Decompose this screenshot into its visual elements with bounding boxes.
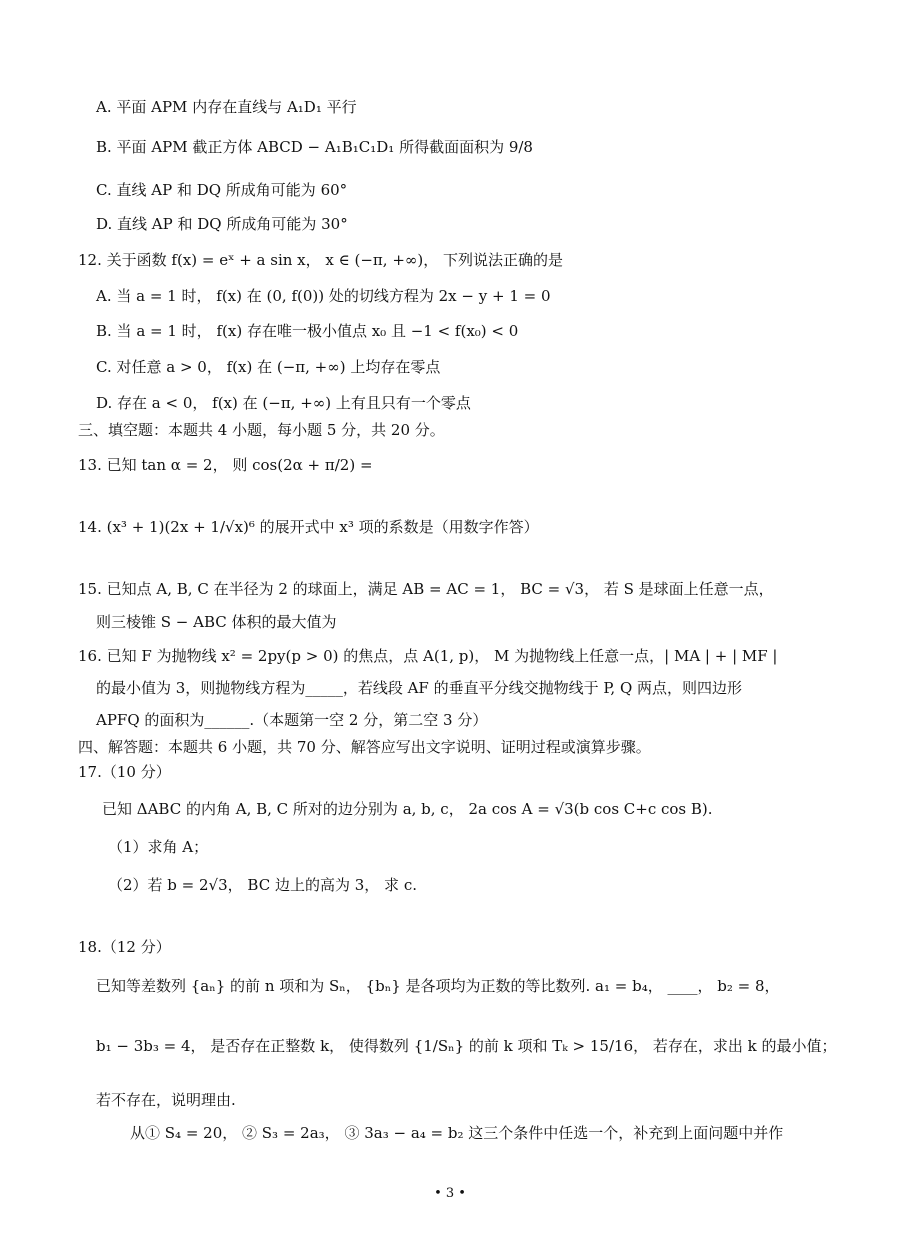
question-17-part-1: （1）求角 A； [108, 838, 209, 856]
option-d-line: D. 直线 AP 和 DQ 所成角可能为 30° [96, 215, 348, 233]
option-b-line: B. 平面 APM 截正方体 ABCD − A₁B₁C₁D₁ 所得截面面积为 9/8 [96, 138, 533, 156]
question-15-line-2: 则三棱锥 S − ABC 体积的最大值为 [96, 613, 337, 631]
q12-option-c: C. 对任意 a > 0， f(x) 在 (−π, +∞) 上均存在零点 [96, 358, 441, 376]
question-15-line-1: 15. 已知点 A, B, C 在半径为 2 的球面上，满足 AB = AC = 1， BC = √3， 若 S 是球面上任意一点， [78, 580, 774, 598]
question-16-line-1: 16. 已知 F 为抛物线 x² = 2py(p > 0) 的焦点，点 A(1, p)， M 为抛物线上任意一点，| MA | + | MF | [78, 647, 778, 665]
question-18-line-2: b₁ − 3b₃ = 4， 是否存在正整数 k， 使得数列 {1/Sₙ} 的前 k 项和 Tₖ > 15/16， 若存在，求出 k 的最小值； [96, 1037, 837, 1055]
question-17-stem: 已知 ΔABC 的内角 A, B, C 所对的边分别为 a, b, c， 2a cos A = √3(b cos C+c cos B). [102, 800, 713, 818]
option-c-line: C. 直线 AP 和 DQ 所成角可能为 60° [96, 181, 348, 199]
question-17-part-2: （2）若 b = 2√3， BC 边上的高为 3， 求 c. [108, 876, 417, 894]
question-18-line-1: 已知等差数列 {aₙ} 的前 n 项和为 Sₙ， {bₙ} 是各项均为正数的等比数列. a₁ = b₄， ____， b₂ = 8， [96, 977, 780, 995]
question-18-line-3: 若不存在，说明理由. [96, 1091, 236, 1109]
q12-option-b: B. 当 a = 1 时， f(x) 存在唯一极小值点 x₀ 且 −1 < f(x₀) < 0 [96, 322, 519, 340]
question-18-line-4: 从① S₄ = 20， ② S₃ = 2a₃， ③ 3a₃ − a₄ = b₂ 这三个条件中任选一个，补充到上面问题中并作 [130, 1124, 784, 1142]
question-18-header: 18.（12 分） [78, 938, 171, 956]
section-4-heading: 四、解答题：本题共 6 小题，共 70 分、解答应写出文字说明、证明过程或演算步骤。 [78, 738, 651, 756]
question-12-stem: 12. 关于函数 f(x) = eˣ + a sin x， x ∈ (−π, +∞)， 下列说法正确的是 [78, 251, 564, 269]
question-16-line-2: 的最小值为 3，则抛物线方程为_____，若线段 AF 的垂直平分线交抛物线于 P, Q 两点，则四边形 [96, 679, 743, 697]
question-13: 13. 已知 tan α = 2， 则 cos(2α + π/2) = [78, 456, 373, 474]
option-a-line: A. 平面 APM 内存在直线与 A₁D₁ 平行 [96, 98, 357, 116]
q12-option-a: A. 当 a = 1 时， f(x) 在 (0, f(0)) 处的切线方程为 2x − y + 1 = 0 [96, 287, 551, 305]
q12-option-d: D. 存在 a < 0， f(x) 在 (−π, +∞) 上有且只有一个零点 [96, 394, 471, 412]
question-17-header: 17.（10 分） [78, 763, 171, 781]
section-3-heading: 三、填空题：本题共 4 小题，每小题 5 分，共 20 分。 [78, 421, 445, 439]
question-14: 14. (x³ + 1)(2x + 1/√x)⁶ 的展开式中 x³ 项的系数是（用数字作答） [78, 518, 539, 536]
page-number: • 3 • [434, 1186, 466, 1201]
question-16-line-3: APFQ 的面积为______.（本题第一空 2 分，第二空 3 分） [96, 711, 488, 729]
